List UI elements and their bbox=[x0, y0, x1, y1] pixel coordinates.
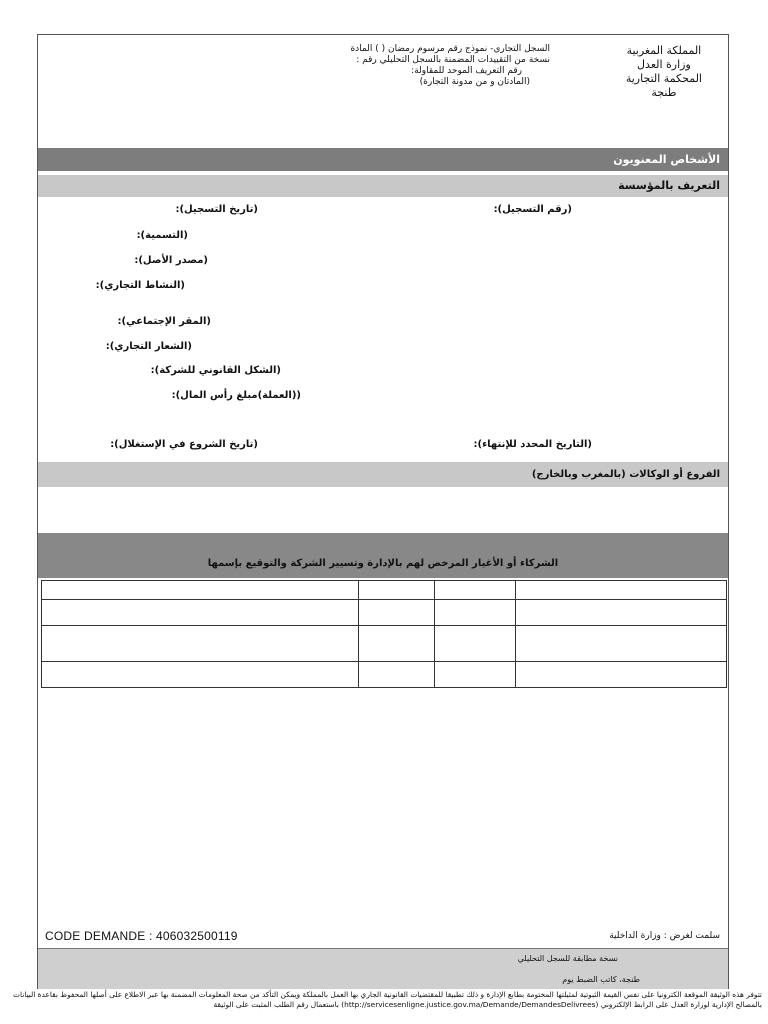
table-cell bbox=[359, 600, 435, 626]
table-cell bbox=[435, 626, 516, 662]
legal-persons-title: الأشخاص المعنويون bbox=[613, 153, 720, 166]
table-cell bbox=[359, 662, 435, 688]
start-date-field: (تاريخ الشروع في الإستغلال): bbox=[110, 439, 258, 450]
table-cell bbox=[435, 600, 516, 626]
end-date-field: (التاريخ المحدد للإنتهاء): bbox=[473, 439, 592, 450]
registration-number-field: (رقم التسجيل): bbox=[493, 204, 572, 215]
kingdom-label: المملكة المغربية bbox=[626, 44, 702, 57]
registration-date-field: (تاريخ التسجيل): bbox=[175, 204, 258, 215]
city-label: طنجة bbox=[651, 86, 677, 99]
activity-field: (النشاط التجاري): bbox=[95, 280, 185, 291]
table-cell bbox=[435, 581, 516, 600]
court-label: المحكمة التجارية bbox=[625, 72, 702, 85]
copy-registry-line: نسخة من التقييدات المضمنة بالسجل التحليلي رقم : bbox=[356, 55, 550, 65]
table-cell bbox=[359, 581, 435, 600]
table-cell bbox=[42, 662, 359, 688]
trade-sign-field: (الشعار التجاري): bbox=[105, 341, 192, 352]
electronic-signature-notice: تتوفر هذه الوثيقة الموقعة الكترونيا على نفس القيمة الثبوتية لمثيلتها المختومة بطابع الإدارة و ذلك تطبيقا للمقتضيات القانونية الجاري بها العمل بالمملكة ويمكن التأكد من صحة المعلومات المضمنة بها عبر الاطلاع على أصلها المحفوظ بقاعدة البيانات بالمصالح الإدارية لوزارة العدل على الرابط الإلكتروني (http://servicesenligne.justice.gov.ma/Demande/DemandesDelivrees) باستعمال رقم الطلب المثبت على الوثيقة bbox=[13, 990, 762, 1009]
table-cell bbox=[435, 662, 516, 688]
table-cell bbox=[516, 662, 727, 688]
branches-title: الفروع أو الوكالات (بالمغرب وبالخارج) bbox=[531, 469, 720, 480]
origin-field: (مصدر الأصل): bbox=[134, 255, 208, 266]
legal-persons-band bbox=[38, 148, 728, 171]
name-field: (التسمية): bbox=[136, 230, 188, 241]
table-cell bbox=[42, 581, 359, 600]
partners-table bbox=[41, 580, 727, 688]
table-cell bbox=[359, 626, 435, 662]
certified-copy-note: نسخة مطابقة للسجل التحليلي bbox=[517, 954, 618, 963]
ministry-label: وزارة العدل bbox=[637, 58, 691, 71]
table-row bbox=[42, 626, 727, 662]
identification-band bbox=[38, 175, 728, 197]
legal-form-field: (الشكل القانوني للشركة): bbox=[150, 365, 281, 376]
clerk-line: طنجة، كاتب الضبط يوم bbox=[562, 975, 640, 984]
unique-id-line: رقم التعريف الموحد للمقاولة: bbox=[411, 66, 522, 76]
capital-field: ((العملة)مبلغ رأس المال): bbox=[171, 390, 301, 401]
table-cell bbox=[42, 600, 359, 626]
articles-line: (المادتان و من مدونة التجارة) bbox=[419, 77, 530, 87]
form-reference-block bbox=[350, 44, 550, 88]
served-for-label: سلمت لغرض : وزارة الداخلية bbox=[609, 931, 720, 941]
head-office-field: (المقر الإجتماعي): bbox=[117, 316, 211, 327]
identification-title: التعريف بالمؤسسة bbox=[618, 179, 720, 192]
branches-band bbox=[38, 462, 728, 487]
table-cell bbox=[516, 581, 727, 600]
code-demande: CODE DEMANDE : 406032500119 bbox=[45, 929, 238, 943]
form-model-line: السجل التجاري- نموذج رقم مرسوم رمضان ( ) المادة bbox=[350, 44, 550, 54]
table-cell bbox=[516, 626, 727, 662]
issuer-block bbox=[626, 44, 702, 100]
table-row bbox=[42, 600, 727, 626]
table-cell bbox=[42, 626, 359, 662]
table-cell bbox=[516, 600, 727, 626]
partners-title: الشركاء أو الأغيار المرخص لهم بالإدارة وتسيير الشركة والتوقيع بإسمها bbox=[207, 558, 559, 569]
table-row bbox=[42, 581, 727, 600]
table-row bbox=[42, 662, 727, 688]
partners-band bbox=[38, 533, 728, 578]
